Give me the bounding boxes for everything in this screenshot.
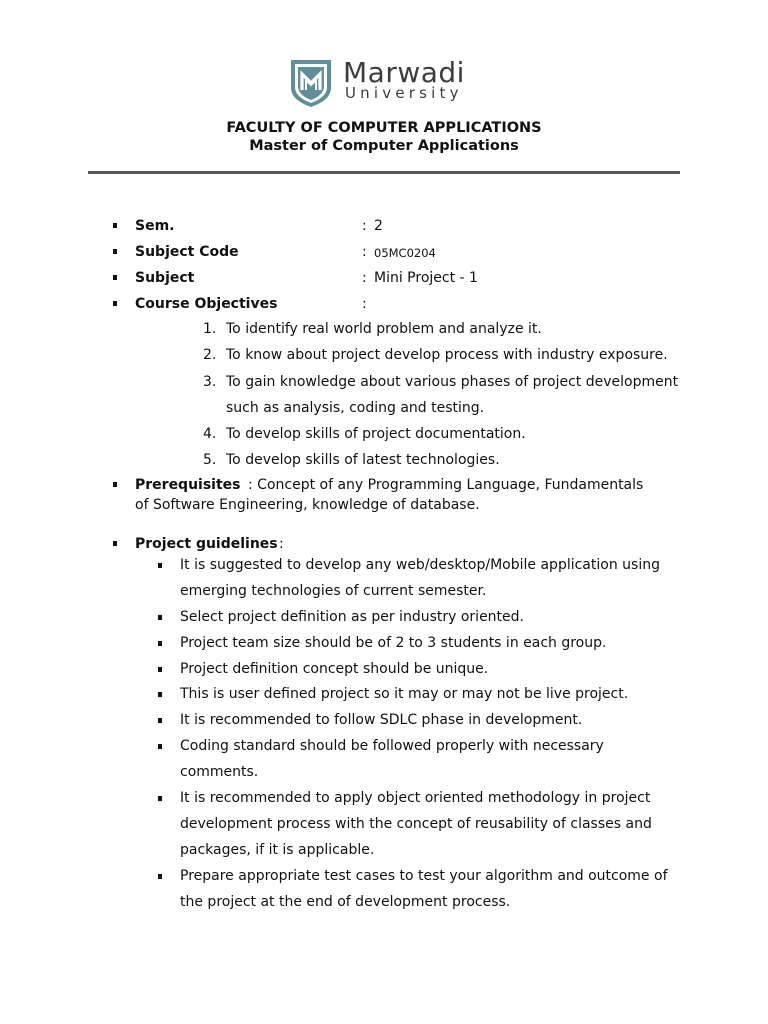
guideline-text: It is suggested to develop any web/desktop/Mobile application using [180, 557, 660, 573]
guideline-text: emerging technologies of current semester. [180, 583, 487, 599]
guideline-text: packages, if it is applicable. [180, 842, 375, 858]
bullet-icon [158, 718, 162, 723]
bullet-icon [158, 641, 162, 646]
prerequisites-text: of Software Engineering, knowledge of database. [135, 497, 480, 513]
objectives-label: Course Objectives [135, 296, 278, 312]
objective-text: To develop skills of project documentation. [226, 426, 526, 442]
subject-value: Mini Project - 1 [374, 270, 478, 286]
bullet-icon [113, 249, 117, 254]
objective-text: To gain knowledge about various phases of project development [226, 374, 679, 390]
colon: : [362, 218, 367, 234]
logo-name: Marwadi [343, 56, 465, 89]
bullet-icon [158, 667, 162, 672]
sem-value: 2 [374, 218, 383, 234]
bullet-icon [113, 301, 117, 306]
bullet-icon [158, 796, 162, 801]
bullet-icon [113, 275, 117, 280]
guideline-text: Prepare appropriate test cases to test your algorithm and outcome of [180, 868, 668, 884]
objective-number: 5. [203, 452, 217, 468]
subject-label: Subject [135, 270, 195, 286]
guideline-text: Coding standard should be followed properly with necessary [180, 738, 604, 754]
guideline-text: Select project definition as per industry oriented. [180, 609, 524, 625]
bullet-icon [113, 223, 117, 228]
guideline-text: It is recommended to follow SDLC phase in development. [180, 712, 583, 728]
guideline-text: Project definition concept should be unique. [180, 661, 489, 677]
colon: : [362, 270, 367, 286]
objective-number: 4. [203, 426, 217, 442]
objective-number: 1. [203, 321, 217, 337]
bullet-icon [158, 615, 162, 620]
guidelines-label: Project guidelines [135, 536, 278, 552]
sem-label: Sem. [135, 218, 175, 234]
guideline-text: Project team size should be of 2 to 3 students in each group. [180, 635, 607, 651]
objective-text: To develop skills of latest technologies. [226, 452, 500, 468]
guideline-text: the project at the end of development process. [180, 894, 511, 910]
program-heading: Master of Computer Applications [249, 138, 519, 154]
guideline-text: development process with the concept of reusability of classes and [180, 816, 652, 832]
faculty-heading: FACULTY OF COMPUTER APPLICATIONS [226, 120, 542, 136]
bullet-icon [113, 541, 117, 546]
colon: : [362, 244, 367, 260]
header-divider [88, 171, 680, 174]
bullet-icon [158, 692, 162, 697]
prerequisites-label: Prerequisites [135, 477, 241, 493]
bullet-icon [158, 874, 162, 879]
logo-subtitle: University [345, 84, 463, 102]
shield-icon [289, 58, 333, 108]
objective-text: such as analysis, coding and testing. [226, 400, 485, 416]
subject-code-label: Subject Code [135, 244, 239, 260]
bullet-icon [113, 482, 117, 487]
prerequisites-text: : Concept of any Programming Language, Fundamentals [248, 477, 644, 493]
objective-number: 3. [203, 374, 217, 390]
objective-text: To know about project develop process with industry exposure. [226, 347, 668, 363]
colon: : [279, 536, 284, 552]
guideline-text: It is recommended to apply object oriented methodology in project [180, 790, 651, 806]
objective-text: To identify real world problem and analyze it. [226, 321, 542, 337]
objective-number: 2. [203, 347, 217, 363]
guideline-text: This is user defined project so it may or may not be live project. [180, 686, 629, 702]
colon: : [362, 296, 367, 312]
bullet-icon [158, 744, 162, 749]
bullet-icon [158, 563, 162, 568]
guideline-text: comments. [180, 764, 259, 780]
university-logo [289, 56, 489, 110]
subject-code-value: 05MC0204 [374, 246, 436, 260]
